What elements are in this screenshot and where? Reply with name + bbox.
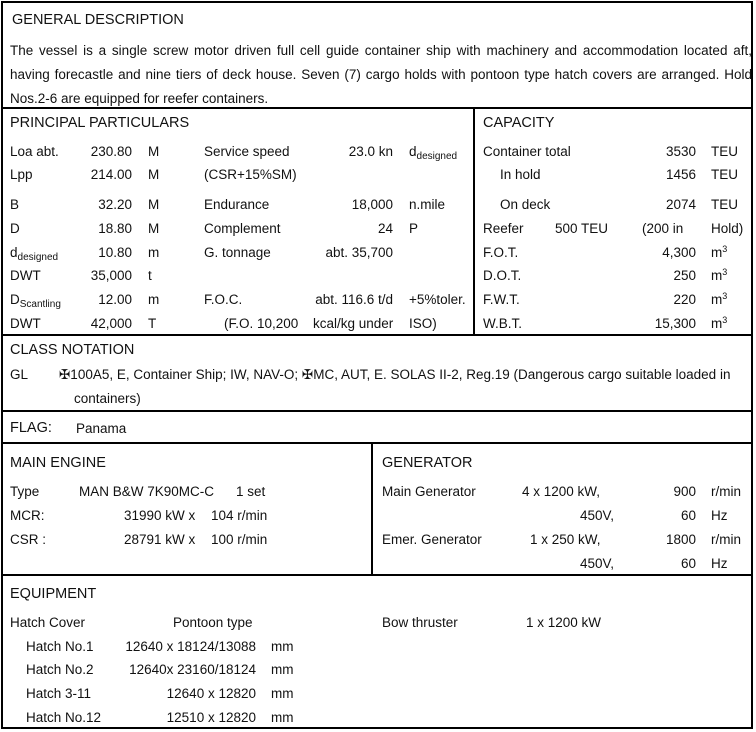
mcr-value: 31990 kW x xyxy=(124,508,196,523)
label-subscript: designed xyxy=(416,151,458,162)
service-speed-label: Service speed xyxy=(204,144,290,159)
mcr-label: MCR: xyxy=(10,508,45,523)
reefer-note: (200 in xyxy=(642,221,684,236)
bow-thruster-label: Bow thruster xyxy=(382,615,458,630)
in-hold-label: In hold xyxy=(500,167,541,182)
unit-main: m xyxy=(711,268,723,283)
engine-type-qty: 1 set xyxy=(236,484,266,499)
dot-value: 250 xyxy=(673,268,696,283)
hatch-dimension: 12640x 23160/18124 xyxy=(129,662,256,677)
complement-value: 24 xyxy=(377,221,393,236)
gross-tonnage-value: abt. 35,700 xyxy=(325,245,393,260)
principal-label: B xyxy=(10,197,20,212)
principal-unit: m xyxy=(148,292,160,307)
main-generator-hz: 60 xyxy=(680,508,696,523)
principal-unit: M xyxy=(148,197,160,212)
label-subscript: Scantling xyxy=(19,299,61,310)
in-hold-unit: TEU xyxy=(711,167,738,182)
hatch-label: Hatch No.1 xyxy=(26,639,94,654)
foc-note: (F.O. 10,200 xyxy=(224,316,299,331)
unit-superscript: 3 xyxy=(722,244,728,254)
main-generator-label: Main Generator xyxy=(382,484,476,499)
in-hold-value: 1456 xyxy=(665,167,696,182)
principal-unit: M xyxy=(148,144,160,159)
complement-label: Complement xyxy=(204,221,281,236)
gross-tonnage-label: G. tonnage xyxy=(204,245,271,260)
principal-label: Lpp xyxy=(10,167,33,182)
unit-main: m xyxy=(711,245,723,260)
dot-unit xyxy=(711,268,727,284)
label-subscript: designed xyxy=(17,252,59,263)
main-generator-voltage: 450V, xyxy=(580,508,615,523)
equipment-heading: EQUIPMENT xyxy=(10,586,97,602)
unit-superscript: 3 xyxy=(722,267,728,277)
mcr-rpm: 104 r/min xyxy=(211,508,268,523)
fwt-unit xyxy=(711,292,727,308)
hatch-dimension: 12640 x 12820 xyxy=(166,686,256,701)
complement-unit: P xyxy=(409,221,419,236)
principal-label: Loa abt. xyxy=(10,144,59,159)
csr-value: 28791 kW x xyxy=(124,532,196,547)
hatch-cover-type: Pontoon type xyxy=(173,615,253,630)
divider xyxy=(1,410,753,412)
fwt-label: F.W.T. xyxy=(483,292,520,307)
main-generator-hz-unit: Hz xyxy=(711,508,728,523)
emergency-generator-hz-unit: Hz xyxy=(711,556,728,571)
class-notation-line: ✠100A5, E, Container Ship; IW, NAV-O; ✠MC, AUT, E. SOLAS II-2, Reg.19 (Dangerous cargo suitable loaded in xyxy=(59,367,731,382)
principal-value: 12.00 xyxy=(98,292,132,307)
wbt-unit xyxy=(711,316,727,332)
service-speed-draft xyxy=(409,144,457,160)
hatch-unit: mm xyxy=(271,686,294,701)
principal-label: DWT xyxy=(10,316,41,331)
dot-label: D.O.T. xyxy=(483,268,522,283)
on-deck-label: On deck xyxy=(500,197,551,212)
label-main: D xyxy=(10,292,20,307)
endurance-unit: n.mile xyxy=(409,197,446,212)
principal-unit: T xyxy=(148,316,157,331)
hatch-cover-label: Hatch Cover xyxy=(10,615,86,630)
general-description-text: The vessel is a single screw motor driven full cell guide container ship with machinery and accommodation located aft, having forecastle and nine tiers of deck house. Seven (7) cargo holds with pontoon type hatch covers are arranged. Hold Nos.2-6 are equipped for reefer containers. xyxy=(10,43,752,106)
principal-unit: t xyxy=(148,268,152,283)
divider xyxy=(1,442,753,444)
unit-main: m xyxy=(711,316,723,331)
hatch-unit: mm xyxy=(271,710,294,725)
principal-label: D xyxy=(10,221,20,236)
unit-superscript: 3 xyxy=(722,291,728,301)
fot-value: 4,300 xyxy=(662,245,696,260)
foc-value: abt. 116.6 t/d xyxy=(315,292,393,307)
generator-heading: GENERATOR xyxy=(382,455,473,471)
container-total-unit: TEU xyxy=(711,144,738,159)
hatch-unit: mm xyxy=(271,662,294,677)
principal-value: 214.00 xyxy=(90,167,132,182)
fot-label: F.O.T. xyxy=(483,245,519,260)
main-engine-heading: MAIN ENGINE xyxy=(10,455,106,471)
divider xyxy=(371,442,373,575)
hatch-dimension: 12510 x 12820 xyxy=(166,710,256,725)
engine-type-value: MAN B&W 7K90MC-C xyxy=(79,484,215,499)
hatch-label: Hatch No.2 xyxy=(26,662,94,677)
principal-particulars-heading: PRINCIPAL PARTICULARS xyxy=(10,115,190,131)
engine-type-label: Type xyxy=(10,484,40,499)
emergency-generator-hz: 60 xyxy=(680,556,696,571)
hatch-unit: mm xyxy=(271,639,294,654)
principal-value: 10.80 xyxy=(98,245,132,260)
bow-thruster-value: 1 x 1200 kW xyxy=(526,615,602,630)
capacity-heading: CAPACITY xyxy=(483,115,555,131)
principal-unit: M xyxy=(148,167,160,182)
reefer-label: Reefer xyxy=(483,221,524,236)
emergency-generator-label: Emer. Generator xyxy=(382,532,482,547)
csr-label: CSR : xyxy=(10,532,47,547)
principal-value: 230.80 xyxy=(90,144,132,159)
main-generator-qty: 4 x 1200 kW, xyxy=(522,484,601,499)
principal-value: 32.20 xyxy=(98,197,132,212)
divider xyxy=(473,107,475,335)
on-deck-unit: TEU xyxy=(711,197,738,212)
fwt-value: 220 xyxy=(673,292,696,307)
reefer-note: Hold) xyxy=(711,221,744,236)
hatch-dimension: 12640 x 18124/13088 xyxy=(125,639,256,654)
flag-heading: FLAG: xyxy=(10,420,52,436)
principal-value: 35,000 xyxy=(90,268,132,283)
service-speed-value: 23.0 kn xyxy=(348,144,393,159)
reefer-value: 500 TEU xyxy=(555,221,609,236)
on-deck-value: 2074 xyxy=(665,197,696,212)
principal-unit: m xyxy=(148,245,160,260)
main-generator-rpm: 900 xyxy=(673,484,696,499)
class-notation-heading: CLASS NOTATION xyxy=(10,342,135,358)
general-description-heading: GENERAL DESCRIPTION xyxy=(12,12,184,28)
fot-unit xyxy=(711,245,727,261)
hatch-label: Hatch 3-11 xyxy=(26,686,92,701)
endurance-label: Endurance xyxy=(204,197,270,212)
foc-note: kcal/kg under xyxy=(313,316,394,331)
emergency-generator-rpm: 1800 xyxy=(665,532,696,547)
principal-value: 42,000 xyxy=(90,316,132,331)
foc-tolerance: +5%toler. xyxy=(409,292,466,307)
emergency-generator-voltage: 450V, xyxy=(580,556,615,571)
wbt-label: W.B.T. xyxy=(483,316,523,331)
label-main: d xyxy=(409,144,417,159)
principal-unit: M xyxy=(148,221,160,236)
csr-rpm: 100 r/min xyxy=(211,532,268,547)
class-society: GL xyxy=(10,367,29,382)
foc-label: F.O.C. xyxy=(204,292,243,307)
principal-label-scantling xyxy=(10,292,61,308)
hatch-label: Hatch No.12 xyxy=(26,710,102,725)
wbt-value: 15,300 xyxy=(654,316,696,331)
class-notation-line: containers) xyxy=(74,391,141,406)
principal-label-draft xyxy=(10,245,58,261)
divider xyxy=(1,574,753,576)
label-main: d xyxy=(10,245,18,260)
service-speed-note: (CSR+15%SM) xyxy=(204,167,297,182)
container-total-label: Container total xyxy=(483,144,571,159)
emergency-generator-qty: 1 x 250 kW, xyxy=(530,532,601,547)
endurance-value: 18,000 xyxy=(351,197,393,212)
unit-main: m xyxy=(711,292,723,307)
flag-value: Panama xyxy=(76,421,127,436)
principal-label: DWT xyxy=(10,268,41,283)
main-generator-rpm-unit: r/min xyxy=(711,484,741,499)
principal-value: 18.80 xyxy=(98,221,132,236)
foc-note: ISO) xyxy=(409,316,437,331)
emergency-generator-rpm-unit: r/min xyxy=(711,532,741,547)
unit-superscript: 3 xyxy=(722,315,728,325)
container-total-value: 3530 xyxy=(665,144,696,159)
divider xyxy=(1,334,753,336)
